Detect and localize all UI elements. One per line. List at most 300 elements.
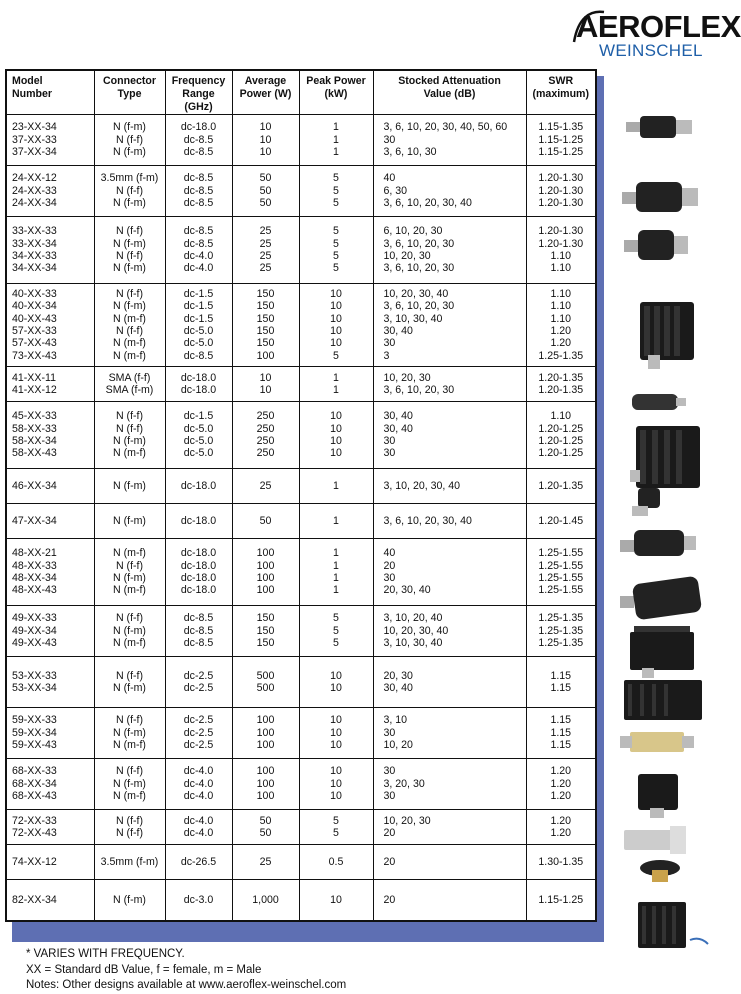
peak-value: 10 — [330, 893, 342, 906]
model-value: 49-XX-34 — [12, 624, 57, 637]
table-row-group — [7, 880, 595, 921]
power-value: 10 — [259, 121, 272, 134]
product-image-46 — [632, 488, 660, 516]
peak-value: 10 — [330, 435, 342, 448]
swr-value: 1.20-1.35 — [538, 384, 584, 397]
product-image-82 — [638, 902, 708, 948]
power-value: 100 — [256, 739, 275, 752]
cell-power — [232, 402, 299, 469]
cell-swr — [526, 367, 595, 402]
attenuation-value: 30, 40 — [383, 410, 413, 423]
cell-power — [232, 810, 299, 845]
cell-peak — [299, 367, 373, 402]
cell-peak — [299, 504, 373, 539]
cell-frequency — [165, 217, 232, 284]
cell-swr — [526, 504, 595, 539]
connector-value: N (f-m) — [113, 300, 146, 313]
model-value: 82-XX-34 — [12, 893, 57, 906]
model-value: 58-XX-34 — [12, 435, 57, 448]
peak-value: 10 — [330, 739, 342, 752]
cell-peak — [299, 284, 373, 367]
attenuation-value: 10, 20, 30 — [383, 814, 431, 827]
cell-attenuation — [373, 367, 526, 402]
attenuation-value: 30 — [383, 572, 396, 585]
product-image-68 — [638, 774, 678, 818]
attenuation-value: 20, 30, 40 — [383, 584, 431, 597]
cell-peak — [299, 880, 373, 921]
frequency-value: dc-8.5 — [183, 225, 214, 238]
frequency-value: dc-5.0 — [183, 337, 214, 350]
footnotes — [26, 947, 346, 994]
frequency-value: dc-4.0 — [183, 827, 214, 840]
frequency-value: dc-18.0 — [180, 572, 217, 585]
cell-connector — [94, 504, 165, 539]
swr-value: 1.25-1.55 — [538, 584, 584, 597]
peak-value: 10 — [330, 447, 342, 460]
model-value: 73-XX-43 — [12, 349, 57, 362]
model-value: 68-XX-34 — [12, 777, 57, 790]
cell-model — [7, 539, 94, 606]
swr-value: 1.25-1.55 — [538, 572, 584, 585]
attenuation-value: 3, 6, 10, 20, 30 — [383, 237, 455, 250]
connector-value: SMA (f-m) — [105, 384, 154, 397]
connector-value: N (f-f) — [115, 250, 144, 262]
peak-value: 1 — [333, 547, 339, 560]
swr-value: 1.20-1.30 — [538, 172, 584, 185]
cell-peak — [299, 810, 373, 845]
footnote-frequency: * VARIES WITH FREQUENCY. — [26, 948, 185, 960]
table-row-group — [7, 845, 595, 880]
cell-swr — [526, 606, 595, 657]
cell-attenuation — [373, 115, 526, 166]
cell-frequency — [165, 367, 232, 402]
attenuation-value: 10, 20, 30 — [383, 250, 431, 262]
cell-peak — [299, 402, 373, 469]
peak-value: 1 — [333, 121, 339, 134]
connector-value: N (f-m) — [113, 572, 146, 585]
product-image-58 — [630, 426, 700, 488]
cell-frequency — [165, 402, 232, 469]
frequency-value: dc-18.0 — [180, 479, 217, 492]
attenuation-value: 3, 10, 20, 30, 40 — [383, 479, 461, 492]
model-value: 33-XX-34 — [12, 237, 57, 250]
cell-swr — [526, 708, 595, 759]
cell-power — [232, 367, 299, 402]
frequency-value: dc-8.5 — [183, 184, 214, 197]
cell-connector — [94, 469, 165, 504]
peak-value: 5 — [333, 612, 339, 625]
connector-value: N (f-m) — [113, 197, 146, 210]
model-value: 49-XX-33 — [12, 612, 57, 625]
power-value: 50 — [259, 172, 272, 185]
peak-value: 0.5 — [328, 855, 344, 868]
model-value: 57-XX-43 — [12, 337, 57, 350]
cell-model — [7, 606, 94, 657]
power-value: 100 — [256, 572, 275, 585]
table-header-row — [7, 71, 595, 115]
swr-value: 1.10 — [550, 287, 572, 300]
swr-value: 1.20-1.30 — [538, 197, 584, 210]
cell-power — [232, 284, 299, 367]
cell-model — [7, 166, 94, 217]
attenuation-value: 30 — [383, 133, 396, 146]
connector-value: N (f-f) — [115, 765, 144, 778]
header-frequency: Frequency Range (GHz) — [165, 71, 232, 115]
cell-model — [7, 657, 94, 708]
model-value: 48-XX-21 — [12, 547, 57, 560]
peak-value: 1 — [333, 584, 339, 597]
header-connector: Connector Type — [94, 71, 165, 115]
power-value: 100 — [256, 714, 275, 727]
product-image-74 — [640, 860, 680, 882]
frequency-value: dc-1.5 — [183, 410, 214, 423]
peak-value: 5 — [333, 827, 339, 840]
peak-value: 5 — [333, 197, 339, 210]
frequency-value: dc-5.0 — [183, 422, 214, 435]
power-value: 100 — [256, 726, 275, 739]
model-value: 41-XX-11 — [12, 371, 56, 384]
peak-value: 5 — [333, 225, 339, 238]
cell-model — [7, 217, 94, 284]
logo-brand-name: AEROFLEX — [576, 9, 741, 44]
cell-attenuation — [373, 845, 526, 880]
cell-model — [7, 845, 94, 880]
power-value: 100 — [256, 349, 275, 362]
power-value: 150 — [256, 287, 275, 300]
frequency-value: dc-4.0 — [183, 250, 214, 262]
connector-value: N (m-f) — [113, 790, 146, 803]
header-model: Model Number — [7, 71, 94, 115]
cell-frequency — [165, 810, 232, 845]
cell-swr — [526, 115, 595, 166]
model-value: 48-XX-33 — [12, 559, 57, 572]
cell-connector — [94, 657, 165, 708]
peak-value: 5 — [333, 262, 339, 275]
power-value: 25 — [259, 225, 272, 238]
frequency-value: dc-1.5 — [183, 287, 214, 300]
frequency-value: dc-26.5 — [180, 855, 217, 868]
connector-value: N (f-f) — [115, 827, 144, 840]
product-image-33 — [624, 230, 688, 260]
power-value: 50 — [259, 514, 272, 527]
table-row-group — [7, 810, 595, 845]
cell-frequency — [165, 284, 232, 367]
cell-frequency — [165, 115, 232, 166]
model-value: 53-XX-33 — [12, 669, 57, 682]
power-value: 25 — [259, 250, 272, 262]
cell-attenuation — [373, 402, 526, 469]
model-value: 59-XX-34 — [12, 726, 57, 739]
cell-swr — [526, 402, 595, 469]
power-value: 100 — [256, 765, 275, 778]
frequency-value: dc-18.0 — [180, 514, 217, 527]
header-peak: Peak Power (kW) — [299, 71, 373, 115]
frequency-value: dc-2.5 — [183, 726, 214, 739]
cell-attenuation — [373, 880, 526, 921]
swr-value: 1.15-1.35 — [538, 121, 584, 134]
model-value: 49-XX-43 — [12, 637, 57, 650]
frequency-value: dc-8.5 — [183, 146, 214, 159]
peak-value: 10 — [330, 765, 342, 778]
attenuation-value: 10, 20, 30, 40 — [383, 624, 449, 637]
connector-value: N (f-f) — [115, 184, 144, 197]
cell-power — [232, 606, 299, 657]
power-value: 25 — [259, 479, 272, 492]
table-row-group — [7, 402, 595, 469]
cell-attenuation — [373, 708, 526, 759]
peak-value: 5 — [333, 172, 339, 185]
cell-frequency — [165, 539, 232, 606]
frequency-value: dc-8.5 — [183, 349, 214, 362]
power-value: 50 — [259, 827, 272, 840]
swr-value: 1.15-1.25 — [538, 146, 584, 159]
logo-brand-subname: WEINSCHEL — [599, 41, 703, 60]
connector-value: N (f-f) — [115, 814, 144, 827]
attenuator-spec-table — [5, 69, 597, 922]
model-value: 34-XX-34 — [12, 262, 57, 275]
cell-swr — [526, 657, 595, 708]
cell-connector — [94, 845, 165, 880]
attenuation-value: 30 — [383, 765, 396, 778]
model-value: 48-XX-34 — [12, 572, 57, 585]
swr-value: 1.10 — [550, 300, 572, 313]
frequency-value: dc-1.5 — [183, 312, 214, 325]
swr-value: 1.20 — [550, 765, 572, 778]
model-value: 47-XX-34 — [12, 514, 57, 527]
cell-power — [232, 657, 299, 708]
cell-frequency — [165, 469, 232, 504]
peak-value: 1 — [333, 479, 339, 492]
table-row-group — [7, 759, 595, 810]
swr-value: 1.15 — [550, 714, 572, 727]
power-value: 25 — [259, 855, 272, 868]
peak-value: 10 — [330, 422, 342, 435]
peak-value: 10 — [330, 312, 342, 325]
power-value: 150 — [256, 312, 275, 325]
attenuation-value: 30, 40 — [383, 325, 413, 338]
swr-value: 1.10 — [550, 312, 572, 325]
frequency-value: dc-18.0 — [180, 547, 217, 560]
frequency-value: dc-8.5 — [183, 133, 214, 146]
model-value: 46-XX-34 — [12, 479, 57, 492]
cell-frequency — [165, 504, 232, 539]
connector-value: N (f-f) — [115, 559, 144, 572]
swr-value: 1.25-1.55 — [538, 547, 584, 560]
swr-value: 1.20-1.30 — [538, 184, 584, 197]
connector-value: N (m-f) — [113, 584, 146, 597]
attenuation-value: 3, 6, 10, 30 — [383, 146, 437, 159]
frequency-value: dc-18.0 — [180, 371, 217, 384]
table-row-group — [7, 284, 595, 367]
peak-value: 1 — [333, 371, 339, 384]
cell-swr — [526, 880, 595, 921]
cell-peak — [299, 166, 373, 217]
connector-value: N (m-f) — [113, 447, 146, 460]
cell-peak — [299, 606, 373, 657]
product-image-47 — [620, 530, 696, 556]
cell-frequency — [165, 759, 232, 810]
frequency-value: dc-8.5 — [183, 172, 214, 185]
swr-value: 1.20 — [550, 337, 572, 350]
frequency-value: dc-8.5 — [183, 237, 214, 250]
attenuation-value: 3, 10, 30, 40 — [383, 637, 443, 650]
peak-value: 1 — [333, 133, 339, 146]
attenuation-value: 3, 10, 20, 40 — [383, 612, 443, 625]
peak-value: 10 — [330, 777, 342, 790]
cell-frequency — [165, 606, 232, 657]
swr-value: 1.20-1.25 — [538, 447, 584, 460]
swr-value: 1.25-1.55 — [538, 559, 584, 572]
peak-value: 1 — [333, 384, 339, 397]
power-value: 250 — [256, 435, 275, 448]
cell-swr — [526, 469, 595, 504]
cell-attenuation — [373, 810, 526, 845]
peak-value: 10 — [330, 726, 342, 739]
cell-power — [232, 217, 299, 284]
connector-value: N (f-f) — [115, 714, 144, 727]
attenuation-value: 40 — [383, 547, 396, 560]
power-value: 150 — [256, 624, 275, 637]
cell-attenuation — [373, 504, 526, 539]
attenuation-value: 3, 6, 10, 20, 30 — [383, 384, 455, 397]
cell-power — [232, 469, 299, 504]
cell-swr — [526, 539, 595, 606]
attenuation-value: 3, 6, 10, 20, 30 — [383, 262, 455, 275]
product-image-23 — [626, 116, 692, 138]
cell-attenuation — [373, 606, 526, 657]
attenuation-value: 30 — [383, 726, 396, 739]
frequency-value: dc-18.0 — [180, 384, 217, 397]
power-value: 1,000 — [252, 893, 279, 906]
cell-power — [232, 845, 299, 880]
attenuation-value: 6, 10, 20, 30 — [383, 225, 443, 238]
swr-value: 1.25-1.35 — [538, 612, 584, 625]
swr-value: 1.10 — [550, 410, 572, 423]
connector-value: N (f-f) — [115, 325, 144, 338]
cell-swr — [526, 284, 595, 367]
swr-value: 1.15 — [550, 682, 572, 695]
aeroflex-weinschel-logo — [568, 8, 741, 64]
swr-value: 1.15-1.25 — [538, 133, 584, 146]
cell-peak — [299, 708, 373, 759]
swr-value: 1.20 — [550, 790, 572, 803]
power-value: 25 — [259, 262, 272, 275]
power-value: 10 — [259, 371, 272, 384]
cell-model — [7, 469, 94, 504]
peak-value: 10 — [330, 669, 342, 682]
peak-value: 5 — [333, 814, 339, 827]
frequency-value: dc-1.5 — [183, 300, 214, 313]
cell-frequency — [165, 166, 232, 217]
connector-value: N (f-m) — [113, 624, 146, 637]
frequency-value: dc-5.0 — [183, 447, 214, 460]
footnote-website: Notes: Other designs available at www.aeroflex-weinschel.com — [26, 979, 347, 991]
model-value: 24-XX-34 — [12, 197, 57, 210]
connector-value: N (m-f) — [113, 337, 146, 350]
attenuation-value: 3, 6, 10, 20, 30, 40, 50, 60 — [383, 121, 508, 134]
swr-value: 1.10 — [550, 250, 572, 262]
product-image-72 — [624, 826, 686, 854]
cell-model — [7, 880, 94, 921]
attenuation-value: 20 — [383, 893, 396, 906]
frequency-value: dc-4.0 — [183, 790, 214, 803]
attenuation-value: 30 — [383, 447, 396, 460]
cell-model — [7, 708, 94, 759]
table-row-group — [7, 469, 595, 504]
frequency-value: dc-4.0 — [183, 777, 214, 790]
cell-connector — [94, 402, 165, 469]
cell-swr — [526, 759, 595, 810]
swr-value: 1.20 — [550, 325, 572, 338]
power-value: 10 — [259, 133, 272, 146]
cell-connector — [94, 284, 165, 367]
power-value: 100 — [256, 547, 275, 560]
peak-value: 10 — [330, 300, 342, 313]
model-value: 58-XX-33 — [12, 422, 57, 435]
cell-model — [7, 367, 94, 402]
header-attenuation: Stocked Attenuation Value (dB) — [373, 71, 526, 115]
table-row-group — [7, 504, 595, 539]
attenuation-value: 3 — [383, 349, 390, 362]
table-row-group — [7, 708, 595, 759]
cell-peak — [299, 759, 373, 810]
connector-value: N (f-f) — [115, 612, 144, 625]
cell-connector — [94, 708, 165, 759]
peak-value: 10 — [330, 287, 342, 300]
power-value: 150 — [256, 300, 275, 313]
cell-attenuation — [373, 657, 526, 708]
swr-value: 1.20-1.25 — [538, 422, 584, 435]
cell-connector — [94, 606, 165, 657]
connector-value: N (m-f) — [113, 739, 146, 752]
attenuation-value: 10, 20 — [383, 739, 413, 752]
peak-value: 5 — [333, 184, 339, 197]
connector-value: N (f-f) — [115, 287, 144, 300]
power-value: 10 — [259, 384, 272, 397]
power-value: 250 — [256, 410, 275, 423]
swr-value: 1.15-1.25 — [538, 893, 584, 906]
swr-value: 1.25-1.35 — [538, 624, 584, 637]
connector-value: N (f-m) — [113, 682, 146, 695]
connector-value: N (m-f) — [113, 349, 146, 362]
peak-value: 5 — [333, 637, 339, 650]
connector-value: 3.5mm (f-m) — [100, 172, 159, 185]
attenuation-value: 10, 20, 30 — [383, 371, 431, 384]
cell-attenuation — [373, 469, 526, 504]
frequency-value: dc-4.0 — [183, 262, 214, 275]
power-value: 100 — [256, 559, 275, 572]
power-value: 150 — [256, 637, 275, 650]
power-value: 150 — [256, 612, 275, 625]
cell-model — [7, 504, 94, 539]
power-value: 50 — [259, 814, 272, 827]
cell-power — [232, 708, 299, 759]
connector-value: N (f-m) — [113, 121, 146, 134]
cell-power — [232, 539, 299, 606]
cell-peak — [299, 217, 373, 284]
connector-value: SMA (f-f) — [108, 371, 151, 384]
table-row-group — [7, 657, 595, 708]
product-image-49 — [630, 626, 694, 678]
power-value: 250 — [256, 447, 275, 460]
model-value: 74-XX-12 — [12, 855, 57, 868]
cell-model — [7, 810, 94, 845]
model-value: 34-XX-33 — [12, 250, 57, 262]
peak-value: 5 — [333, 237, 339, 250]
swr-value: 1.25-1.35 — [538, 349, 584, 362]
power-value: 100 — [256, 584, 275, 597]
power-value: 500 — [256, 682, 275, 695]
